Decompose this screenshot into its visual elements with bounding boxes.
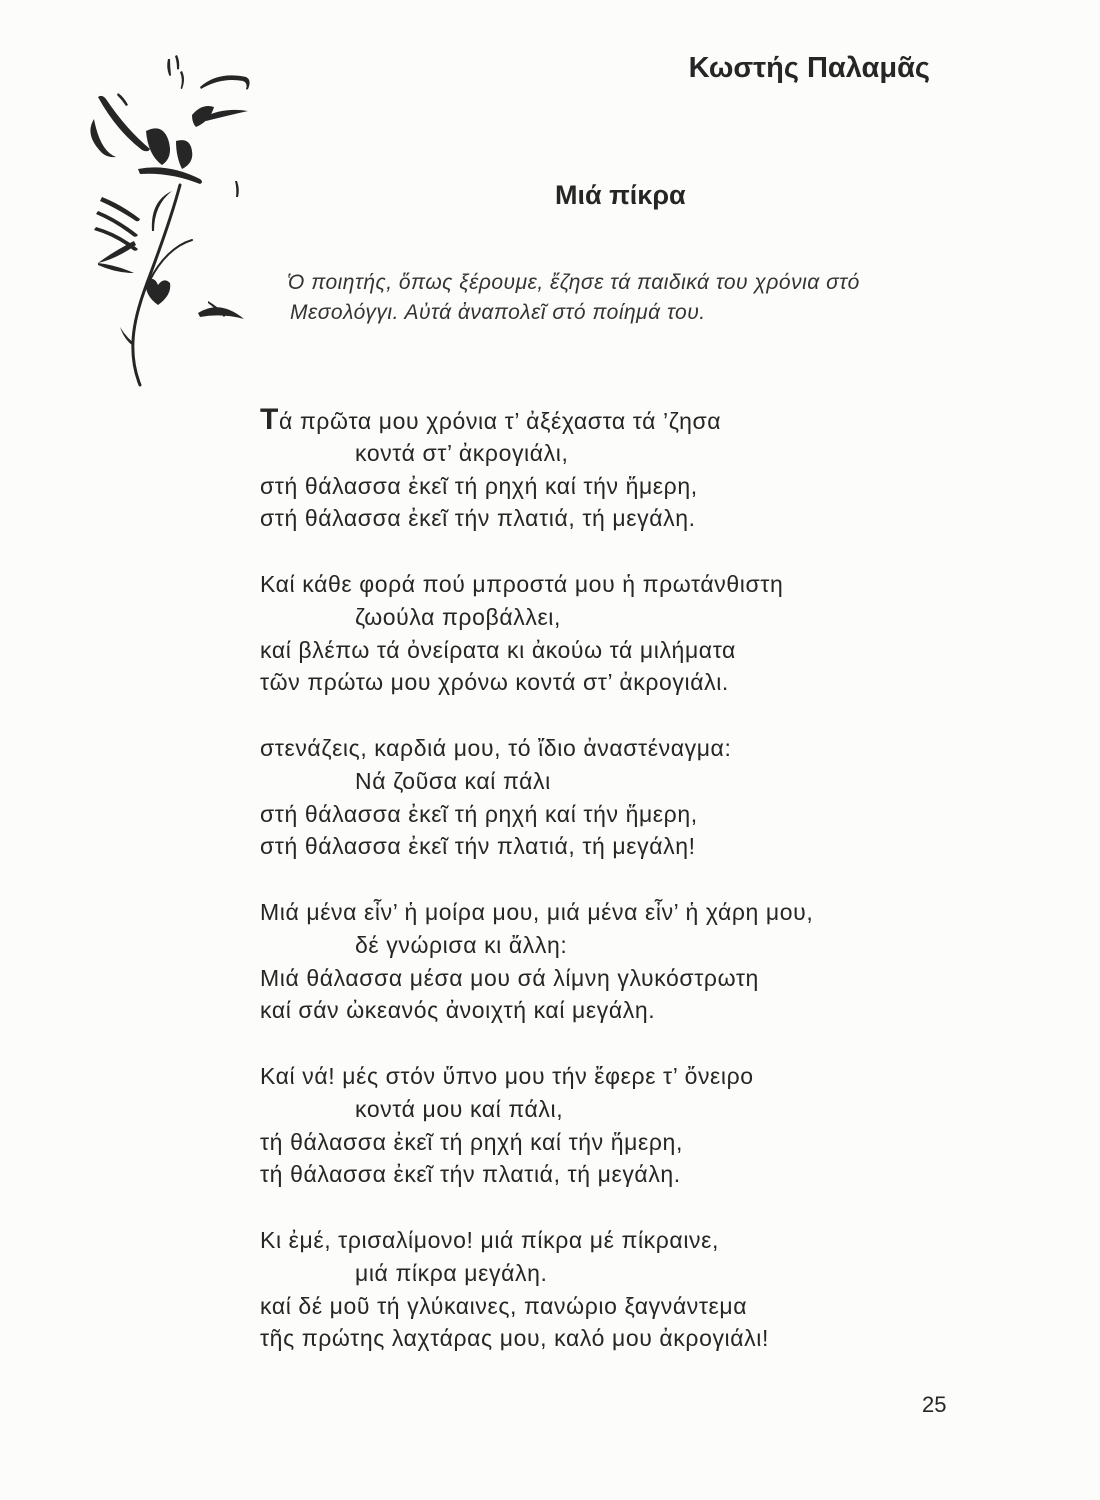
poem-line: δέ γνώρισα κι ἄλλη: [355,931,568,958]
leaf-stroke [235,181,239,197]
flower-bud [146,279,171,305]
poem-line: Κι ἐμέ, τρισαλίμονο! μιά πίκρα μέ πίκραινε, [260,1226,719,1253]
intro-line: Μεσολόγγι. Αὐτά ἀναπολεῖ στό ποίημά του. [290,301,706,324]
poem-line: τῆς πρώτης λαχτάρας μου, καλό μου ἀκρογιάλι! [260,1325,769,1352]
poem-line: τή θάλασσα ἐκεῖ τήν πλατιά, τή μεγάλη. [260,1161,681,1188]
leaf-stroke [98,241,136,263]
flower-petal [146,128,170,165]
page-number: 25 [922,1392,947,1417]
leaf-stroke [138,167,202,184]
poem-line: Μιά μένα εἶν’ ἡ μοίρα μου, μιά μένα εἶν’ ἡ χάρη μου, [260,898,814,925]
poem-stanza [260,404,813,535]
poem-line: στή θάλασσα ἐκεῖ τήν πλατιά, τή μεγάλη! [260,833,696,860]
poem-line: στή θάλασσα ἐκεῖ τή ρηχή καί τήν ἥμερη, [260,472,698,499]
poem-line: καί βλέπω τά ὀνείρατα κι ἀκούω τά μιλήματα [260,636,736,663]
author-name: Κωστής Παλαμᾶς [688,52,930,84]
poem-line: ζωούλα προβάλλει, [355,603,561,630]
poem-line: Νά ζοῦσα καί πάλι [355,767,551,794]
poem-line: κοντά μου καί πάλι, [355,1095,564,1122]
poem-stanza [260,1224,813,1355]
leaf-stroke [98,263,134,273]
poem-line: κοντά στ’ ἀκρογιάλι, [355,439,569,466]
poem-stanza [260,732,813,863]
leaf-stroke [98,96,150,151]
poem-line: τῶν πρώτω μου χρόνω κοντά στ’ ἀκρογιάλι. [260,669,729,696]
petal-stroke [175,55,179,70]
poem-line: μιά πίκρα μεγάλη. [355,1259,548,1286]
poem-stanza [260,896,813,1027]
poem-line: τή θάλασσα ἐκεῖ τή ρηχή καί τήν ἥμερη, [260,1128,683,1155]
poem-stanza [260,568,813,699]
petal-stroke [167,59,171,76]
poem-line: στή θάλασσα ἐκεῖ τή ρηχή καί τήν ἥμερη, [260,800,698,827]
petal-stroke [180,71,184,89]
poem-body [260,404,813,1355]
poem-line: καί σάν ὠκεανός ἀνοιχτή καί μεγάλη. [260,997,656,1024]
poem-line: Μιά θάλασσα μέσα μου σά λίμνη γλυκόστρωτη [260,964,759,991]
leaf-stroke [90,119,116,157]
poem-line: Καί κάθε φορά πού μπροστά μου ἡ πρωτάνθιστη [260,570,784,597]
curl-stroke [200,75,250,89]
poem-line: στενάζεις, καρδιά μου, τό ἴδιο ἀναστέναγμα: [260,734,732,761]
poem-line: καί δέ μοῦ τή γλύκαινες, πανώριο ξαγνάντεμα [260,1292,748,1319]
poem-stanza [260,1060,813,1191]
poem-line: στή θάλασσα ἐκεῖ τήν πλατιά, τή μεγάλη. [260,505,696,532]
flower-petal [176,140,192,169]
poem-title: Μιά πίκρα [555,180,686,210]
leaf-stroke [117,93,128,106]
poem-line: Καί νά! μές στόν ὕπνο μου τήν ἔφερε τ’ ὄνειρο [260,1062,754,1089]
poem-line: Τά πρῶτα μου χρόνια τ’ ἀξέχαστα τά ’ζησα [260,403,722,436]
intro-line: Ὁ ποιητής, ὅπως ξέρουμε, ἔζησε τά παιδικά του χρόνια στό [287,271,860,294]
flower-illustration [80,45,260,395]
intro-note [287,268,860,328]
